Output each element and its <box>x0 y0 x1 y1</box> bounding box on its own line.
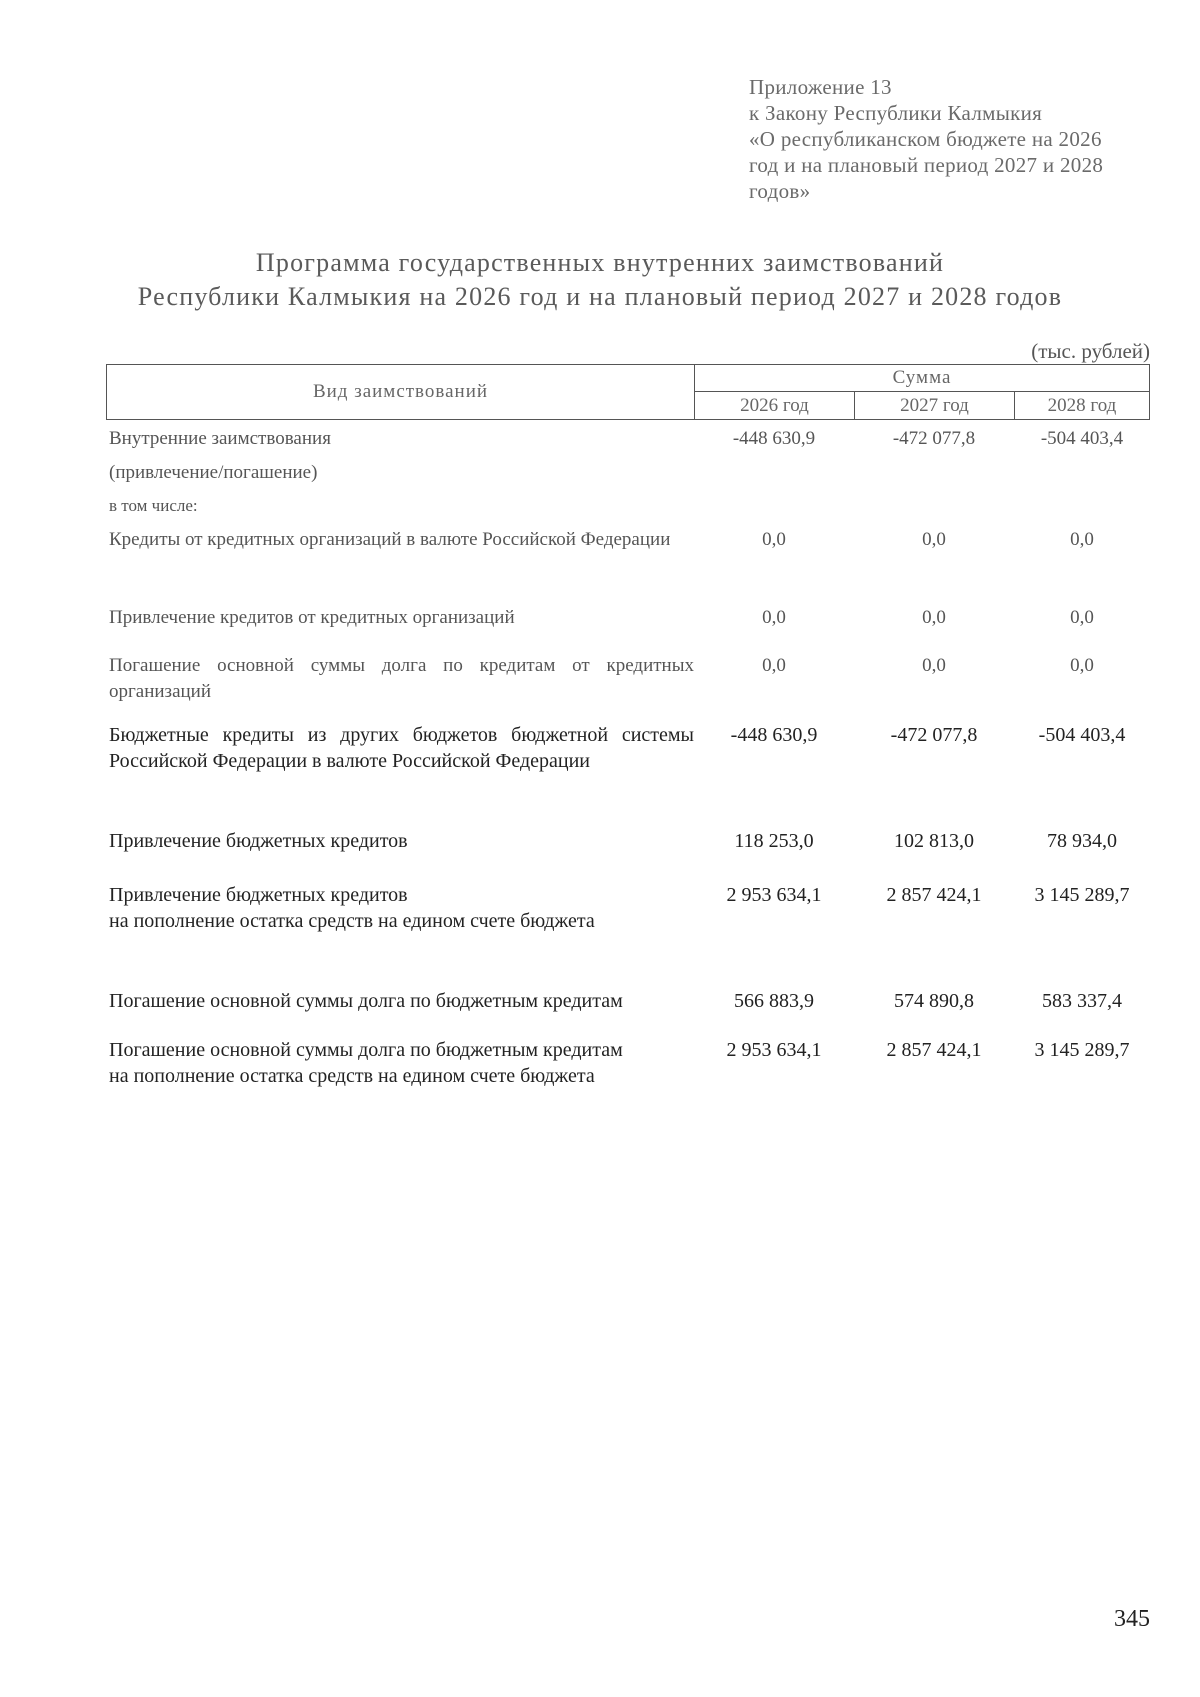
value-2027: 0,0 <box>922 529 946 550</box>
value-2028: 583 337,4 <box>1042 990 1122 1012</box>
row-label <box>109 1037 694 1089</box>
page-number: 345 <box>1114 1606 1150 1632</box>
row-label: Кредиты от кредитных организаций в валюте Российской Федерации <box>109 529 671 550</box>
value-2026: 2 953 634,1 <box>726 1039 822 1061</box>
document-title <box>0 246 1200 314</box>
row-label: Внутренние заимствования <box>109 428 331 449</box>
row-label: в том числе: <box>109 496 198 515</box>
row-label-line: Привлечение бюджетных кредитов <box>109 884 408 906</box>
row-label-line: на пополнение остатка средств на едином счете бюджета <box>109 1065 595 1087</box>
value-2027: 574 890,8 <box>894 990 974 1012</box>
appendix-line: к Закону Республики Калмыкия <box>749 101 1043 125</box>
value-2027: -472 077,8 <box>890 724 978 746</box>
appendix-line: Приложение 13 <box>749 75 892 99</box>
value-2027: 0,0 <box>922 655 946 676</box>
value-2026: 118 253,0 <box>734 830 814 852</box>
value-2027: 102 813,0 <box>894 830 974 852</box>
value-2027: 2 857 424,1 <box>886 884 982 906</box>
appendix-line: «О республиканском бюджете на 2026 <box>749 127 1102 151</box>
value-2026: 0,0 <box>762 607 786 628</box>
value-2026: -448 630,9 <box>730 724 818 746</box>
value-2028: 0,0 <box>1070 529 1094 550</box>
row-label: (привлечение/погашение) <box>109 462 318 483</box>
row-label: Привлечение кредитов от кредитных организаций <box>109 607 515 628</box>
value-2027: 0,0 <box>922 607 946 628</box>
value-2028: 3 145 289,7 <box>1034 1039 1130 1061</box>
row-label: Погашение основной суммы долга по кредитам от кредитных организаций <box>109 655 694 702</box>
units-note: (тыс. рублей) <box>1031 339 1150 363</box>
title-line-1: Программа государственных внутренних заимствований <box>255 248 945 277</box>
value-2026: -448 630,9 <box>732 428 816 449</box>
appendix-line: годов» <box>749 179 811 203</box>
header-year-2028: 2028 год <box>1047 395 1117 416</box>
value-2027: -472 077,8 <box>892 428 976 449</box>
value-2026: 566 883,9 <box>734 990 814 1012</box>
value-2026: 2 953 634,1 <box>726 884 822 906</box>
row-label-line: на пополнение остатка средств на едином счете бюджета <box>109 910 595 932</box>
appendix-note <box>749 74 1169 204</box>
value-2028: -504 403,4 <box>1040 428 1124 449</box>
row-label-line: Погашение основной суммы долга по бюджетным кредитам <box>109 1039 623 1061</box>
table-header <box>106 364 1150 420</box>
value-2028: 3 145 289,7 <box>1034 884 1130 906</box>
header-sum: Сумма <box>695 365 1149 392</box>
row-label <box>109 882 694 934</box>
value-2027: 2 857 424,1 <box>886 1039 982 1061</box>
header-year-2027: 2027 год <box>855 392 1015 419</box>
value-2028: 0,0 <box>1070 655 1094 676</box>
value-2026: 0,0 <box>762 655 786 676</box>
value-2028: -504 403,4 <box>1038 724 1126 746</box>
value-2026: 0,0 <box>762 529 786 550</box>
appendix-line: год и на плановый период 2027 и 2028 <box>749 153 1104 177</box>
value-2028: 0,0 <box>1070 607 1094 628</box>
row-label: Бюджетные кредиты из других бюджетов бюджетной системы Российской Федерации в валюте Российской Федерации <box>109 724 694 772</box>
title-line-2: Республики Калмыкия на 2026 год и на плановый период 2027 и 2028 годов <box>137 282 1063 311</box>
header-type: Вид заимствований <box>107 365 695 419</box>
row-label: Привлечение бюджетных кредитов <box>109 830 408 852</box>
row-label: Погашение основной суммы долга по бюджетным кредитам <box>109 990 623 1012</box>
header-year-2026: 2026 год <box>695 392 855 419</box>
value-2028: 78 934,0 <box>1047 830 1117 852</box>
